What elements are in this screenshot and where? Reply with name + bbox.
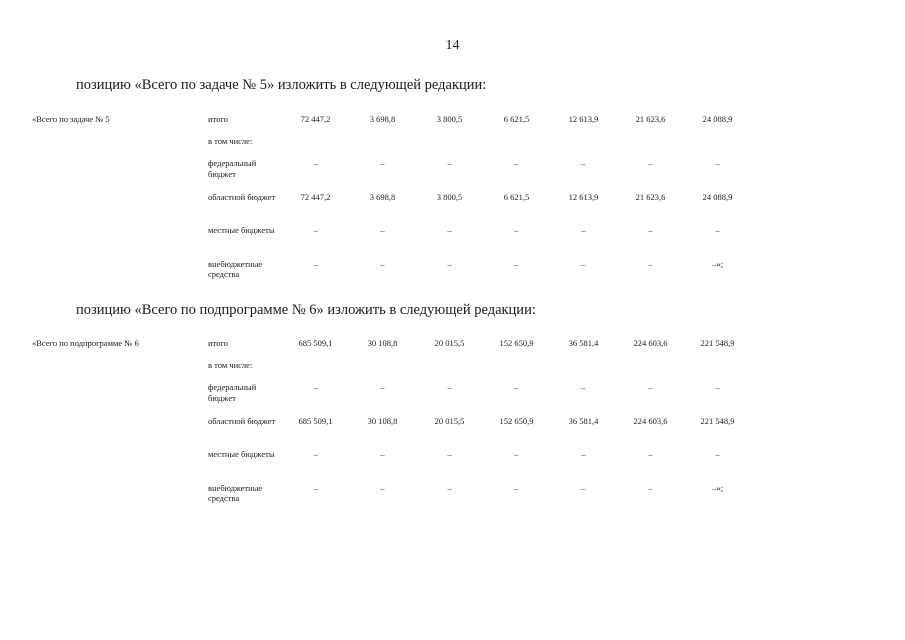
cell-value — [282, 360, 349, 382]
cell-value — [349, 136, 416, 158]
table-row — [32, 192, 751, 226]
cell-value: 6 621,5 — [503, 191, 530, 202]
cell-value: – — [514, 225, 519, 235]
cell-value: –»; — [712, 258, 723, 269]
cell-value: – — [447, 158, 452, 168]
section-6-intro: позицию «Всего по подпрограмме № 6» изложить в следующей редакции: — [76, 302, 536, 318]
cell-value: – — [715, 449, 720, 459]
cell-value: – — [581, 258, 586, 269]
page-number: 14 — [445, 38, 460, 53]
cell-value: 30 108,8 — [367, 415, 398, 426]
cell-value: 72 447,2 — [300, 114, 331, 124]
cell-value: 685 509,1 — [298, 338, 333, 348]
cell-value: 24 088,9 — [702, 191, 733, 202]
cell-value: – — [380, 382, 385, 392]
cell-value: 21 623,6 — [635, 114, 666, 124]
cell-value: 152 650,9 — [499, 415, 534, 426]
cell-value — [684, 136, 751, 158]
cell-value: 3 698,8 — [369, 191, 396, 202]
cell-value — [684, 360, 751, 382]
table-row — [32, 360, 751, 382]
cell-value: – — [313, 482, 318, 493]
cell-value: –»; — [712, 482, 723, 493]
row-category: областной бюджет — [208, 415, 276, 426]
table-row — [32, 136, 751, 158]
cell-value: – — [313, 225, 318, 235]
cell-value: – — [581, 449, 586, 459]
cell-value: 36 581,4 — [568, 415, 599, 426]
cell-value: – — [715, 382, 720, 392]
table-row — [32, 449, 751, 483]
cell-value: 12 613,9 — [568, 114, 599, 124]
row-category: итого — [208, 338, 228, 348]
cell-value: 20 015,5 — [434, 415, 465, 426]
cell-value: – — [447, 482, 452, 493]
cell-value: – — [380, 258, 385, 269]
cell-value — [550, 360, 617, 382]
cell-value: 24 088,9 — [702, 114, 733, 124]
table-row — [32, 483, 751, 517]
cell-value: – — [648, 482, 653, 493]
cell-value: 224 603,6 — [633, 415, 668, 426]
row-title: «Всего по подпрограмме № 6 — [32, 338, 139, 348]
table-row — [32, 382, 751, 416]
cell-value — [617, 360, 684, 382]
cell-value: – — [313, 449, 318, 459]
cell-value: 12 613,9 — [568, 191, 599, 202]
row-category: внебюджетные средства — [208, 482, 263, 503]
cell-value — [416, 360, 483, 382]
cell-value: – — [581, 158, 586, 168]
cell-value: 30 108,8 — [367, 338, 398, 348]
table-row — [32, 338, 751, 360]
row-category: областной бюджет — [208, 191, 276, 202]
cell-value: – — [380, 482, 385, 493]
cell-value: – — [447, 382, 452, 392]
cell-value — [416, 136, 483, 158]
cell-value: 224 603,6 — [633, 338, 668, 348]
cell-value — [349, 360, 416, 382]
cell-value: – — [514, 258, 519, 269]
cell-value: 152 650,9 — [499, 338, 534, 348]
cell-value: – — [581, 482, 586, 493]
cell-value — [550, 136, 617, 158]
table-row — [32, 158, 751, 192]
cell-value: – — [648, 449, 653, 459]
cell-value: 20 015,5 — [434, 338, 465, 348]
row-category: внебюджетные средства — [208, 258, 263, 279]
cell-value: – — [715, 225, 720, 235]
cell-value: – — [380, 225, 385, 235]
row-category: в том числе: — [208, 360, 253, 370]
cell-value: – — [514, 482, 519, 493]
cell-value: – — [313, 382, 318, 392]
cell-value: – — [514, 449, 519, 459]
section-6-table — [32, 338, 751, 516]
cell-value — [483, 136, 550, 158]
cell-value — [483, 360, 550, 382]
cell-value: – — [514, 382, 519, 392]
cell-value: – — [380, 158, 385, 168]
row-category: федеральный бюджет — [208, 158, 257, 179]
cell-value: 221 548,9 — [700, 415, 735, 426]
cell-value: 72 447,2 — [300, 191, 331, 202]
cell-value: – — [648, 382, 653, 392]
cell-value: – — [380, 449, 385, 459]
row-category: местные бюджеты — [208, 449, 275, 459]
cell-value: 3 800,5 — [436, 114, 463, 124]
row-title: «Всего по задаче № 5 — [32, 114, 110, 124]
cell-value: 36 581,4 — [568, 338, 599, 348]
row-category: федеральный бюджет — [208, 382, 257, 403]
section-5-table — [32, 114, 751, 292]
cell-value: 221 548,9 — [700, 338, 735, 348]
cell-value: 685 509,1 — [298, 415, 333, 426]
cell-value: – — [581, 382, 586, 392]
cell-value: 3 800,5 — [436, 191, 463, 202]
cell-value — [282, 136, 349, 158]
cell-value — [617, 136, 684, 158]
cell-value: – — [715, 158, 720, 168]
cell-value: 3 698,8 — [369, 114, 396, 124]
table-row — [32, 416, 751, 450]
cell-value: – — [313, 258, 318, 269]
cell-value: – — [648, 158, 653, 168]
cell-value: 6 621,5 — [503, 114, 530, 124]
table-row — [32, 225, 751, 259]
table-row — [32, 114, 751, 136]
cell-value: – — [313, 158, 318, 168]
cell-value: – — [447, 225, 452, 235]
table-row — [32, 259, 751, 293]
row-category: в том числе: — [208, 136, 253, 146]
cell-value: – — [514, 158, 519, 168]
row-category: местные бюджеты — [208, 225, 275, 235]
row-category: итого — [208, 114, 228, 124]
cell-value: – — [447, 449, 452, 459]
cell-value: – — [648, 225, 653, 235]
section-5-intro: позицию «Всего по задаче № 5» изложить в следующей редакции: — [76, 77, 487, 93]
cell-value: – — [648, 258, 653, 269]
cell-value: – — [447, 258, 452, 269]
cell-value: – — [581, 225, 586, 235]
cell-value: 21 623,6 — [635, 191, 666, 202]
